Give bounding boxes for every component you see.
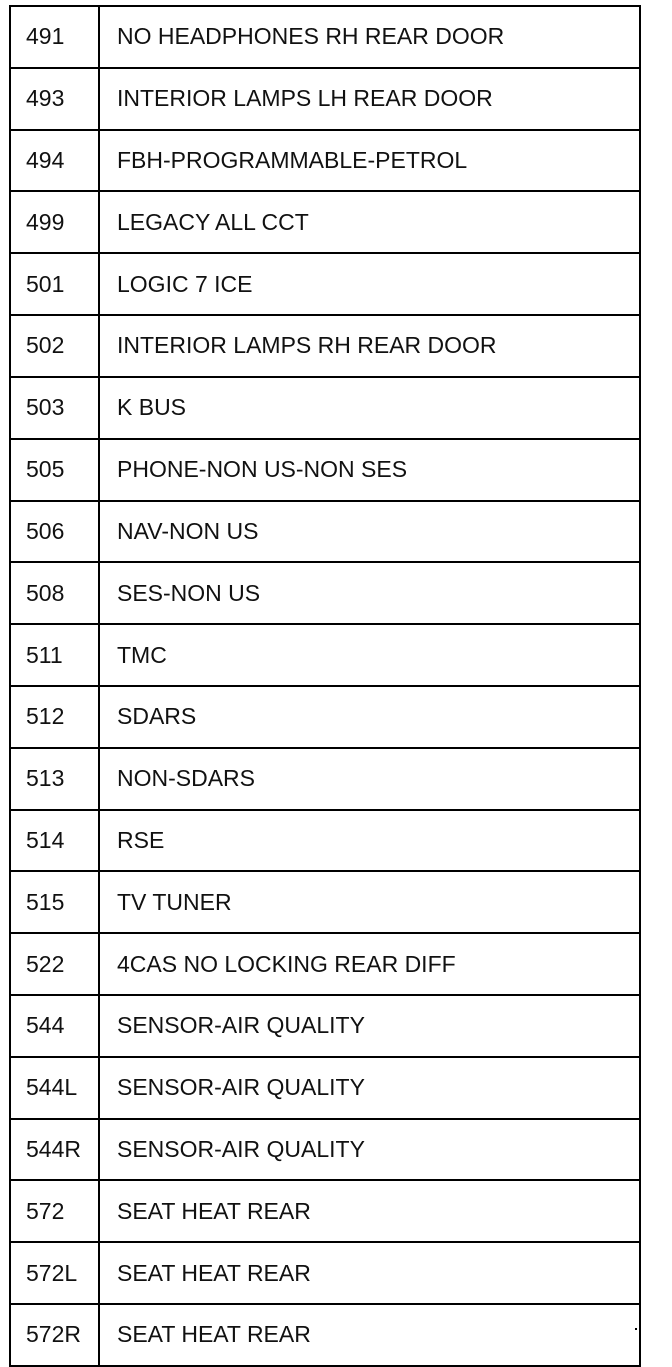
code-cell: 502 [10,315,99,377]
table-row [10,1119,640,1181]
table-row [10,1057,640,1119]
description-cell: NO HEADPHONES RH REAR DOOR [99,6,640,68]
table-row [10,68,640,130]
connector-code-table [9,5,641,1367]
table-row [10,995,640,1057]
description-cell: SENSOR-AIR QUALITY [99,995,640,1057]
description-cell: INTERIOR LAMPS LH REAR DOOR [99,68,640,130]
description-cell: LOGIC 7 ICE [99,253,640,315]
table-row [10,130,640,192]
code-cell: 515 [10,871,99,933]
description-cell: SEAT HEAT REAR [99,1180,640,1242]
table-row [10,315,640,377]
description-cell: PHONE-NON US-NON SES [99,439,640,501]
description-cell: SEAT HEAT REAR [99,1304,640,1366]
table-body [10,6,640,1366]
code-cell: 522 [10,933,99,995]
description-cell: RSE [99,810,640,872]
description-cell: LEGACY ALL CCT [99,191,640,253]
code-cell: 514 [10,810,99,872]
code-cell: 493 [10,68,99,130]
table-row [10,624,640,686]
code-cell: 499 [10,191,99,253]
table-row [10,1242,640,1304]
description-cell: 4CAS NO LOCKING REAR DIFF [99,933,640,995]
code-cell: 505 [10,439,99,501]
code-cell: 513 [10,748,99,810]
description-cell: SENSOR-AIR QUALITY [99,1119,640,1181]
code-cell: 572L [10,1242,99,1304]
description-cell: SES-NON US [99,562,640,624]
stray-dot [635,1328,637,1330]
table-row [10,191,640,253]
code-cell: 503 [10,377,99,439]
code-cell: 544L [10,1057,99,1119]
description-cell: TV TUNER [99,871,640,933]
table-row [10,253,640,315]
code-cell: 494 [10,130,99,192]
code-cell: 506 [10,501,99,563]
table-row [10,1180,640,1242]
table-row [10,871,640,933]
table-row [10,933,640,995]
description-cell: TMC [99,624,640,686]
code-cell: 501 [10,253,99,315]
description-cell: NON-SDARS [99,748,640,810]
table-row [10,6,640,68]
table-row [10,501,640,563]
code-cell: 544 [10,995,99,1057]
description-cell: FBH-PROGRAMMABLE-PETROL [99,130,640,192]
table-row [10,377,640,439]
table-row [10,810,640,872]
code-cell: 572R [10,1304,99,1366]
code-cell: 512 [10,686,99,748]
code-cell: 511 [10,624,99,686]
description-cell: SENSOR-AIR QUALITY [99,1057,640,1119]
code-cell: 491 [10,6,99,68]
table-row [10,748,640,810]
description-cell: SEAT HEAT REAR [99,1242,640,1304]
table-row [10,686,640,748]
code-cell: 508 [10,562,99,624]
description-cell: SDARS [99,686,640,748]
description-cell: K BUS [99,377,640,439]
description-cell: NAV-NON US [99,501,640,563]
table-row [10,439,640,501]
table-row [10,562,640,624]
description-cell: INTERIOR LAMPS RH REAR DOOR [99,315,640,377]
code-cell: 572 [10,1180,99,1242]
code-cell: 544R [10,1119,99,1181]
table-row [10,1304,640,1366]
